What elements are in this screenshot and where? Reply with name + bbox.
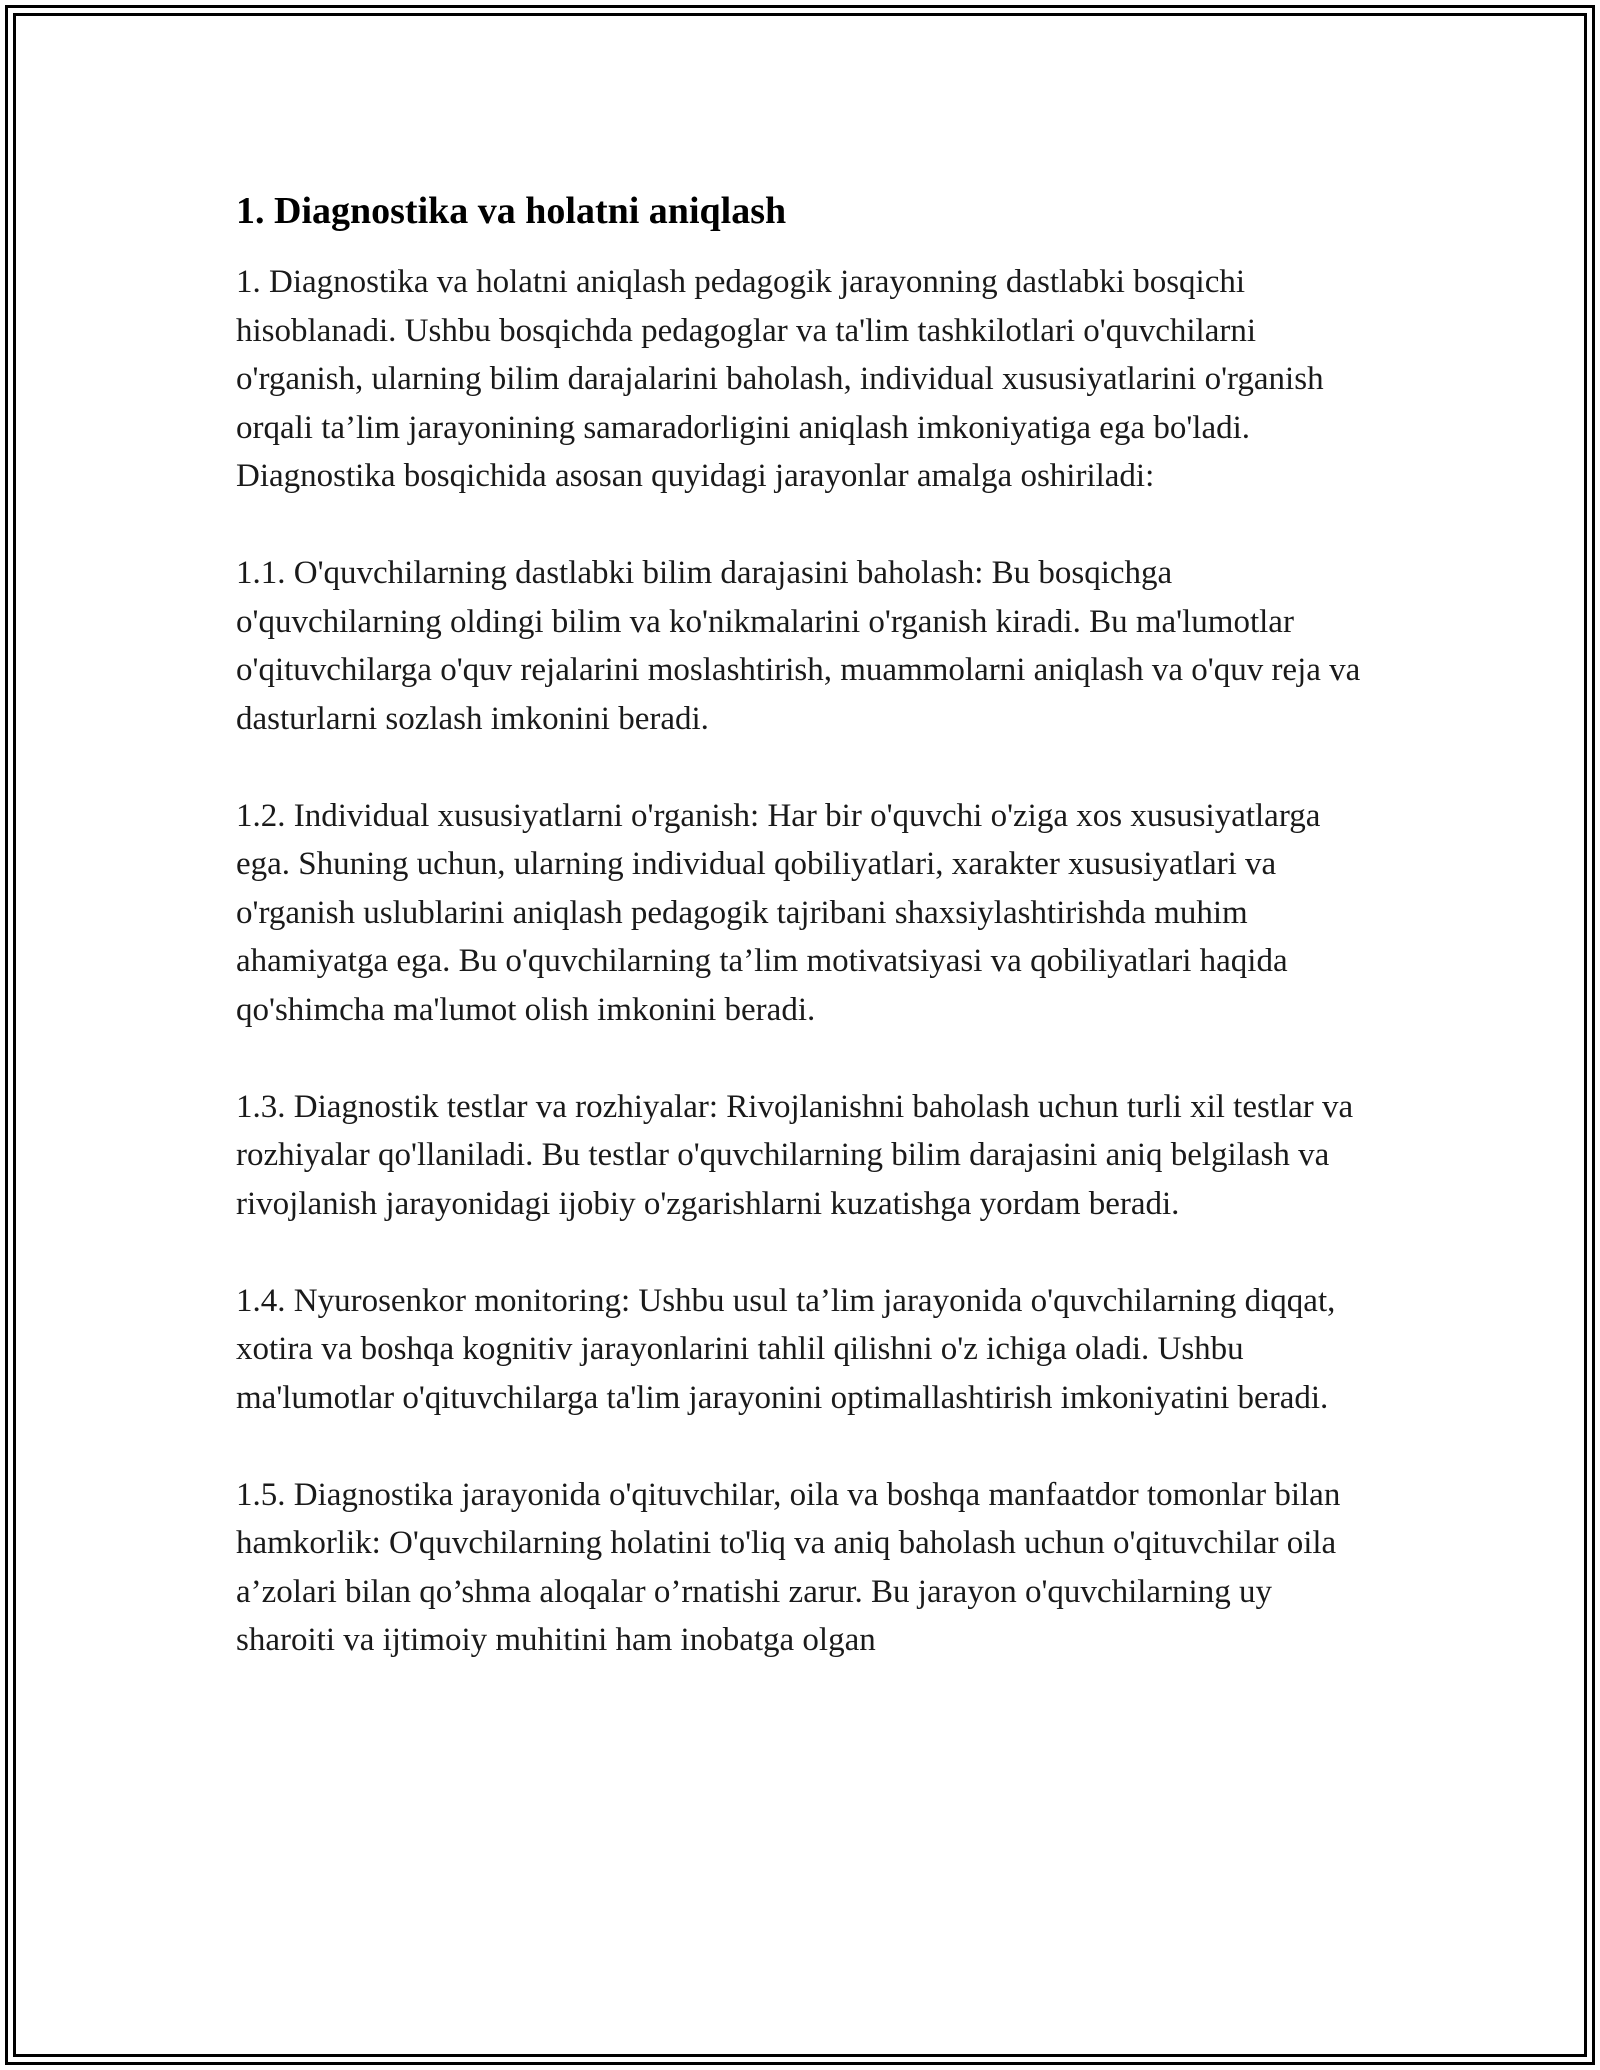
paragraph-1-3: 1.3. Diagnostik testlar va rozhiyalar: Rivojlanishni baholash uchun turli xil testlar va rozhiyalar qo'llaniladi. Bu testlar o'quvchilarning bilim darajasini aniq belgilash va rivojlanish jarayonidagi ijobiy o'zgarishlarni kuzatishga yordam beradi.: [236, 1088, 1354, 1222]
document-body: [236, 186, 1376, 1713]
paragraph-1-4: 1.4. Nyurosenkor monitoring: Ushbu usul ta’lim jarayonida o'quvchilarning diqqat, xotira va boshqa kognitiv jarayonlarini tahlil qilishni o'z ichiga oladi. Ushbu ma'lumotlar o'qituvchilarga ta'lim jarayonini optimallashtirish imkoniyatini beradi.: [236, 1282, 1336, 1416]
paragraph-intro: 1. Diagnostika va holatni aniqlash pedagogik jarayonning dastlabki bosqichi hisoblanadi. Ushbu bosqichda pedagoglar va ta'lim tashkilotlari o'quvchilarni o'rganish, ularning bilim darajalarini baholash, individual xususiyatlarini o'rganish orqali ta’lim jarayonining samaradorligini aniqlash imkoniyatiga ega bo'ladi. Diagnostika bosqichida asosan quyidagi jarayonlar amalga oshiriladi:: [236, 264, 1324, 494]
paragraph-1-2: 1.2. Individual xususiyatlarni o'rganish: Har bir o'quvchi o'ziga xos xususiyatlarga ega. Shuning uchun, ularning individual qobiliyatlari, xarakter xususiyatlari va o'rganish uslublarini aniqlash pedagogik tajribani shaxsiylashtirishda muhim ahamiyatga ega. Bu o'quvchilarning ta’lim motivatsiyasi va qobiliyatlari haqida qo'shimcha ma'lumot olish imkonini beradi.: [236, 797, 1321, 1028]
paragraph-1-5: 1.5. Diagnostika jarayonida o'qituvchilar, oila va boshqa manfaatdor tomonlar bilan hamkorlik: O'quvchilarning holatini to'liq va aniq baholash uchun o'qituvchilar oila a’zolari bilan qo’shma aloqalar o’rnatishi zarur. Bu jarayon o'quvchilarning uy sharoiti va ijtimoiy muhitini ham inobatga olgan: [236, 1476, 1341, 1658]
section-heading: 1. Diagnostika va holatni aniqlash: [236, 190, 787, 232]
paragraph-1-1: 1.1. O'quvchilarning dastlabki bilim darajasini baholash: Bu bosqichga o'quvchilarning oldingi bilim va ko'nikmalarini o'rganish kiradi. Bu ma'lumotlar o'qituvchilarga o'quv rejalarini moslashtirish, muammolarni aniqlash va o'quv reja va dasturlarni sozlash imkonini beradi.: [236, 555, 1361, 737]
